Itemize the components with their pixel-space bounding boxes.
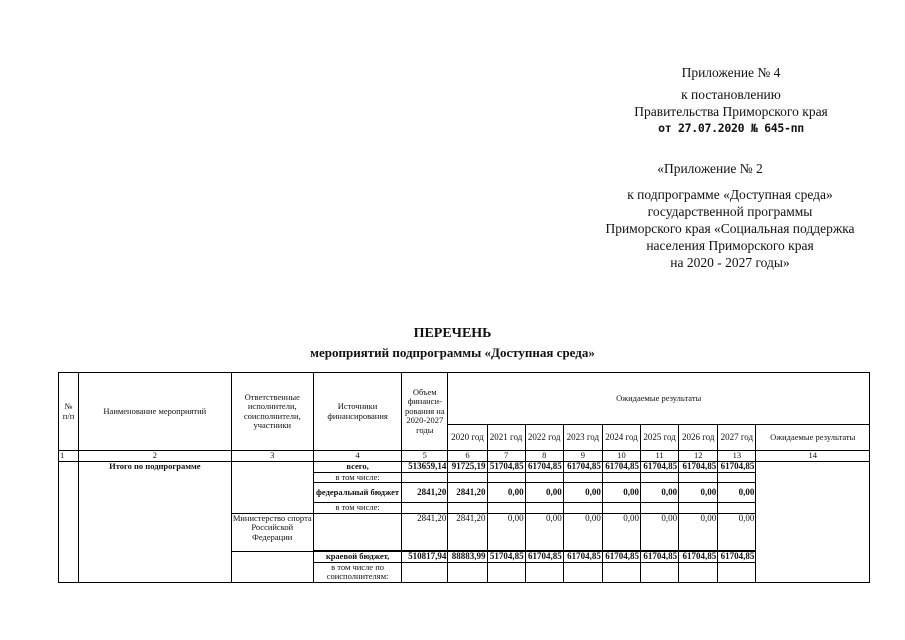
year-value: 0,00 bbox=[525, 483, 563, 503]
column-number: 14 bbox=[756, 451, 870, 462]
year-value: 61704,85 bbox=[641, 551, 679, 562]
year-value: 61704,85 bbox=[525, 461, 563, 472]
executor-ministry: Министерство спорта Российской Федерации bbox=[231, 513, 313, 551]
year-value: 88883,99 bbox=[448, 551, 487, 562]
year-value: 2841,20 bbox=[448, 513, 487, 551]
year-value: 61704,85 bbox=[563, 551, 602, 562]
resolution-date-stamp: от 27.07.2020 № 645-пп bbox=[658, 121, 804, 135]
year-value: 0,00 bbox=[487, 483, 525, 503]
year-value: 51704,85 bbox=[487, 551, 525, 562]
header-year: 2022 год bbox=[525, 425, 563, 451]
results-cell bbox=[756, 461, 870, 582]
column-number: 13 bbox=[718, 451, 756, 462]
year-value: 0,00 bbox=[602, 483, 640, 503]
column-number: 6 bbox=[448, 451, 487, 462]
volume-regional: 510817,94 bbox=[402, 551, 448, 562]
year-value: 2841,20 bbox=[448, 483, 487, 503]
appendix2-line2: к подпрограмме «Доступная среда» bbox=[627, 187, 833, 202]
year-value: 61704,85 bbox=[679, 461, 718, 472]
volume-federal: 2841,20 bbox=[402, 483, 448, 503]
source-empty bbox=[313, 513, 401, 551]
year-value: 61704,85 bbox=[718, 551, 756, 562]
source-federal: федеральный бюджет bbox=[313, 483, 401, 503]
appendix2-header bbox=[565, 160, 895, 271]
measures-table bbox=[58, 372, 870, 583]
header-results: Ожидаемые результаты bbox=[756, 425, 870, 451]
header-name: Наименование мероприятий bbox=[79, 373, 232, 451]
document-title: ПЕРЕЧЕНЬ bbox=[413, 326, 492, 341]
year-value: 0,00 bbox=[525, 513, 563, 551]
appendix-to-resolution: к постановлению bbox=[681, 87, 781, 102]
column-number: 7 bbox=[487, 451, 525, 462]
appendix2-line4: Приморского края «Социальная поддержка bbox=[605, 221, 855, 236]
year-value: 0,00 bbox=[718, 513, 756, 551]
header-volume: Объем финанси-рования на 2020-2027 годы bbox=[402, 373, 448, 451]
year-value: 61704,85 bbox=[718, 461, 756, 472]
year-value: 0,00 bbox=[487, 513, 525, 551]
header-year: 2026 год bbox=[679, 425, 718, 451]
source-regional: краевой бюджет, bbox=[313, 551, 401, 562]
year-value: 0,00 bbox=[641, 483, 679, 503]
appendix2-line6: на 2020 - 2027 годы» bbox=[670, 255, 790, 270]
header-sources: Источники финансирования bbox=[313, 373, 401, 451]
column-number: 11 bbox=[641, 451, 679, 462]
column-number: 10 bbox=[602, 451, 640, 462]
year-value: 61704,85 bbox=[602, 551, 640, 562]
header-year: 2025 год bbox=[641, 425, 679, 451]
year-value: 61704,85 bbox=[563, 461, 602, 472]
document-subtitle: мероприятий подпрограммы «Доступная среда» bbox=[310, 345, 595, 360]
column-number: 3 bbox=[231, 451, 313, 462]
year-value: 91725,19 bbox=[448, 461, 487, 472]
source-including: в том числе: bbox=[313, 503, 401, 514]
executor-cell bbox=[231, 461, 313, 513]
header-year: 2024 год bbox=[602, 425, 640, 451]
year-value: 61704,85 bbox=[641, 461, 679, 472]
header-year: 2020 год bbox=[448, 425, 487, 451]
column-number: 5 bbox=[402, 451, 448, 462]
volume-ministry: 2841,20 bbox=[402, 513, 448, 551]
appendix2-line5: населения Приморского края bbox=[646, 238, 814, 253]
year-value: 51704,85 bbox=[487, 461, 525, 472]
row-num-cell bbox=[59, 461, 79, 582]
year-value: 61704,85 bbox=[602, 461, 640, 472]
year-value: 0,00 bbox=[679, 483, 718, 503]
header-year: 2021 год bbox=[487, 425, 525, 451]
year-value: 0,00 bbox=[563, 483, 602, 503]
header-year: 2027 год bbox=[718, 425, 756, 451]
column-number: 8 bbox=[525, 451, 563, 462]
year-value: 0,00 bbox=[602, 513, 640, 551]
executor-cell bbox=[231, 551, 313, 582]
year-value: 0,00 bbox=[679, 513, 718, 551]
source-total: всего, bbox=[313, 461, 401, 472]
appendix2-number: «Приложение № 2 bbox=[657, 161, 763, 176]
year-value: 61704,85 bbox=[525, 551, 563, 562]
column-number: 4 bbox=[313, 451, 401, 462]
appendix-header bbox=[590, 64, 872, 137]
header-year: 2023 год bbox=[563, 425, 602, 451]
appendix-number: Приложение № 4 bbox=[681, 65, 781, 80]
header-executors: Ответственные исполнители, соисполнители, участники bbox=[231, 373, 313, 451]
column-number: 9 bbox=[563, 451, 602, 462]
appendix-government: Правительства Приморского края bbox=[634, 104, 828, 119]
source-including: в том числе: bbox=[313, 472, 401, 483]
year-value: 61704,85 bbox=[679, 551, 718, 562]
year-value: 0,00 bbox=[718, 483, 756, 503]
volume-total: 513659,14 bbox=[402, 461, 448, 472]
source-by-coexecutors: в том числе по соисполнителям: bbox=[313, 562, 401, 582]
header-num: № п/п bbox=[59, 373, 79, 451]
year-value: 0,00 bbox=[563, 513, 602, 551]
total-name: Итого по подпрограмме bbox=[79, 461, 232, 582]
column-number: 2 bbox=[79, 451, 232, 462]
column-number: 1 bbox=[59, 451, 79, 462]
year-value: 0,00 bbox=[641, 513, 679, 551]
header-expected: Ожидаемые результаты bbox=[448, 373, 870, 425]
column-number: 12 bbox=[679, 451, 718, 462]
appendix2-line3: государственной программы bbox=[647, 204, 813, 219]
